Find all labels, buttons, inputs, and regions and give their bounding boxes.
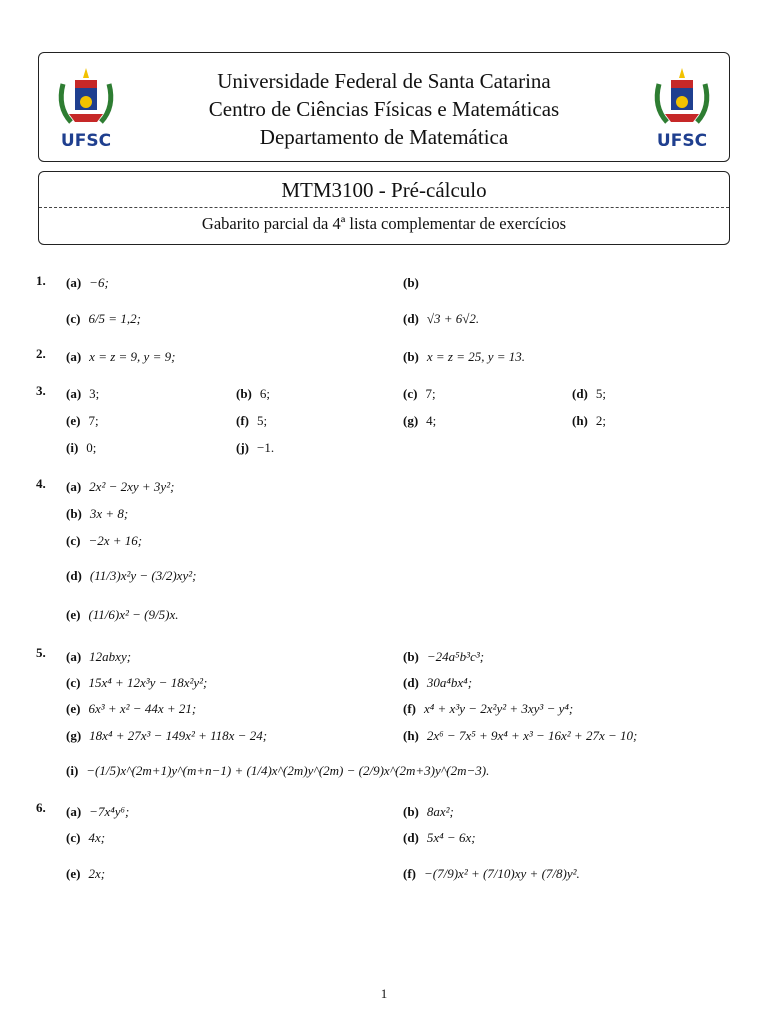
page-number: 1 xyxy=(380,986,388,1001)
answer-item: (d) 5; xyxy=(572,386,607,401)
answer-item: (c) −2x + 16; xyxy=(66,533,143,548)
answer-item: (d) √3 + 6√2. xyxy=(403,311,480,326)
answer-item: (i) 0; xyxy=(66,440,97,455)
answer-item: (b) 6; xyxy=(236,386,271,401)
answer-item: (g) 18x⁴ + 27x³ − 149x² + 118x − 24; xyxy=(66,728,268,743)
answer-item: (c) 15x⁴ + 12x³y − 18x²y²; xyxy=(66,675,208,690)
ufsc-logo-right xyxy=(645,62,719,154)
answer-item: (e) (11/6)x² − (9/5)x. xyxy=(66,607,179,622)
answer-item: (c) 6/5 = 1,2; xyxy=(66,311,141,326)
university-name: Universidade Federal de Santa Catarina xyxy=(217,69,551,93)
answer-item: (c) 7; xyxy=(403,386,436,401)
svg-text:UFSC: UFSC xyxy=(656,131,708,151)
course-title-box xyxy=(38,171,730,245)
dashed-divider xyxy=(39,207,729,208)
answer-item: (g) 4; xyxy=(403,413,437,428)
svg-text:UFSC: UFSC xyxy=(60,131,112,151)
question-number: 5. xyxy=(36,645,46,660)
department-name: Departamento de Matemática xyxy=(259,125,509,149)
answer-item: (h) 2x⁶ − 7x⁵ + 9x⁴ + x³ − 16x² + 27x − 10; xyxy=(403,728,638,743)
answer-item: (a) 2x² − 2xy + 3y²; xyxy=(66,479,175,494)
answer-item: (b) 3x + 8; xyxy=(66,506,129,521)
answer-item: (a) 12abxy; xyxy=(66,649,132,664)
answer-item: (h) 2; xyxy=(572,413,607,428)
answer-item: (b) −24a⁵b³c³; xyxy=(403,649,485,664)
answer-item: (b) 8ax²; xyxy=(403,804,454,819)
answer-item: (e) 7; xyxy=(66,413,99,428)
answer-item: (a) −6; xyxy=(66,275,109,290)
header-box xyxy=(38,52,730,162)
question-number: 2. xyxy=(36,346,46,361)
question-number: 6. xyxy=(36,800,46,815)
answer-item: (f) x⁴ + x³y − 2x²y² + 3xy³ − y⁴; xyxy=(403,701,574,716)
answer-item: (j) −1. xyxy=(236,440,275,455)
answer-item: (i) −(1/5)x^(2m+1)y^(m+n−1) + (1/4)x^(2m)y^(2m) − (2/9)x^(2m+3)y^(2m−3). xyxy=(66,763,490,778)
answer-item: (a) 3; xyxy=(66,386,100,401)
question-number: 3. xyxy=(36,383,46,398)
answer-item: (d) 5x⁴ − 6x; xyxy=(403,830,476,845)
answer-item: (d) 30a⁴bx⁴; xyxy=(403,675,473,690)
institution-lines xyxy=(129,67,639,151)
question-number: 1. xyxy=(36,273,46,288)
course-title: MTM3100 - Pré-cálculo xyxy=(281,178,487,202)
answer-item: (c) 4x; xyxy=(66,830,106,845)
course-subtitle: Gabarito parcial da 4ª lista complementar de exercícios xyxy=(201,214,567,233)
ufsc-logo-left xyxy=(49,62,123,154)
answer-item: (a) −7x⁴y⁶; xyxy=(66,804,130,819)
answer-item: (e) 2x; xyxy=(66,866,106,881)
answer-item: (b) x = z = 25, y = 13. xyxy=(403,349,526,364)
answer-item: (f) 5; xyxy=(236,413,268,428)
question-number: 4. xyxy=(36,476,46,491)
answer-item: (d) (11/3)x²y − (3/2)xy²; xyxy=(66,568,197,583)
answer-item: (f) −(7/9)x² + (7/10)xy + (7/8)y². xyxy=(403,866,580,881)
answer-item: (a) x = z = 9, y = 9; xyxy=(66,349,176,364)
answer-item: (b) xyxy=(403,275,419,290)
answer-item: (e) 6x³ + x² − 44x + 21; xyxy=(66,701,197,716)
center-name: Centro de Ciências Físicas e Matemáticas xyxy=(208,97,560,121)
